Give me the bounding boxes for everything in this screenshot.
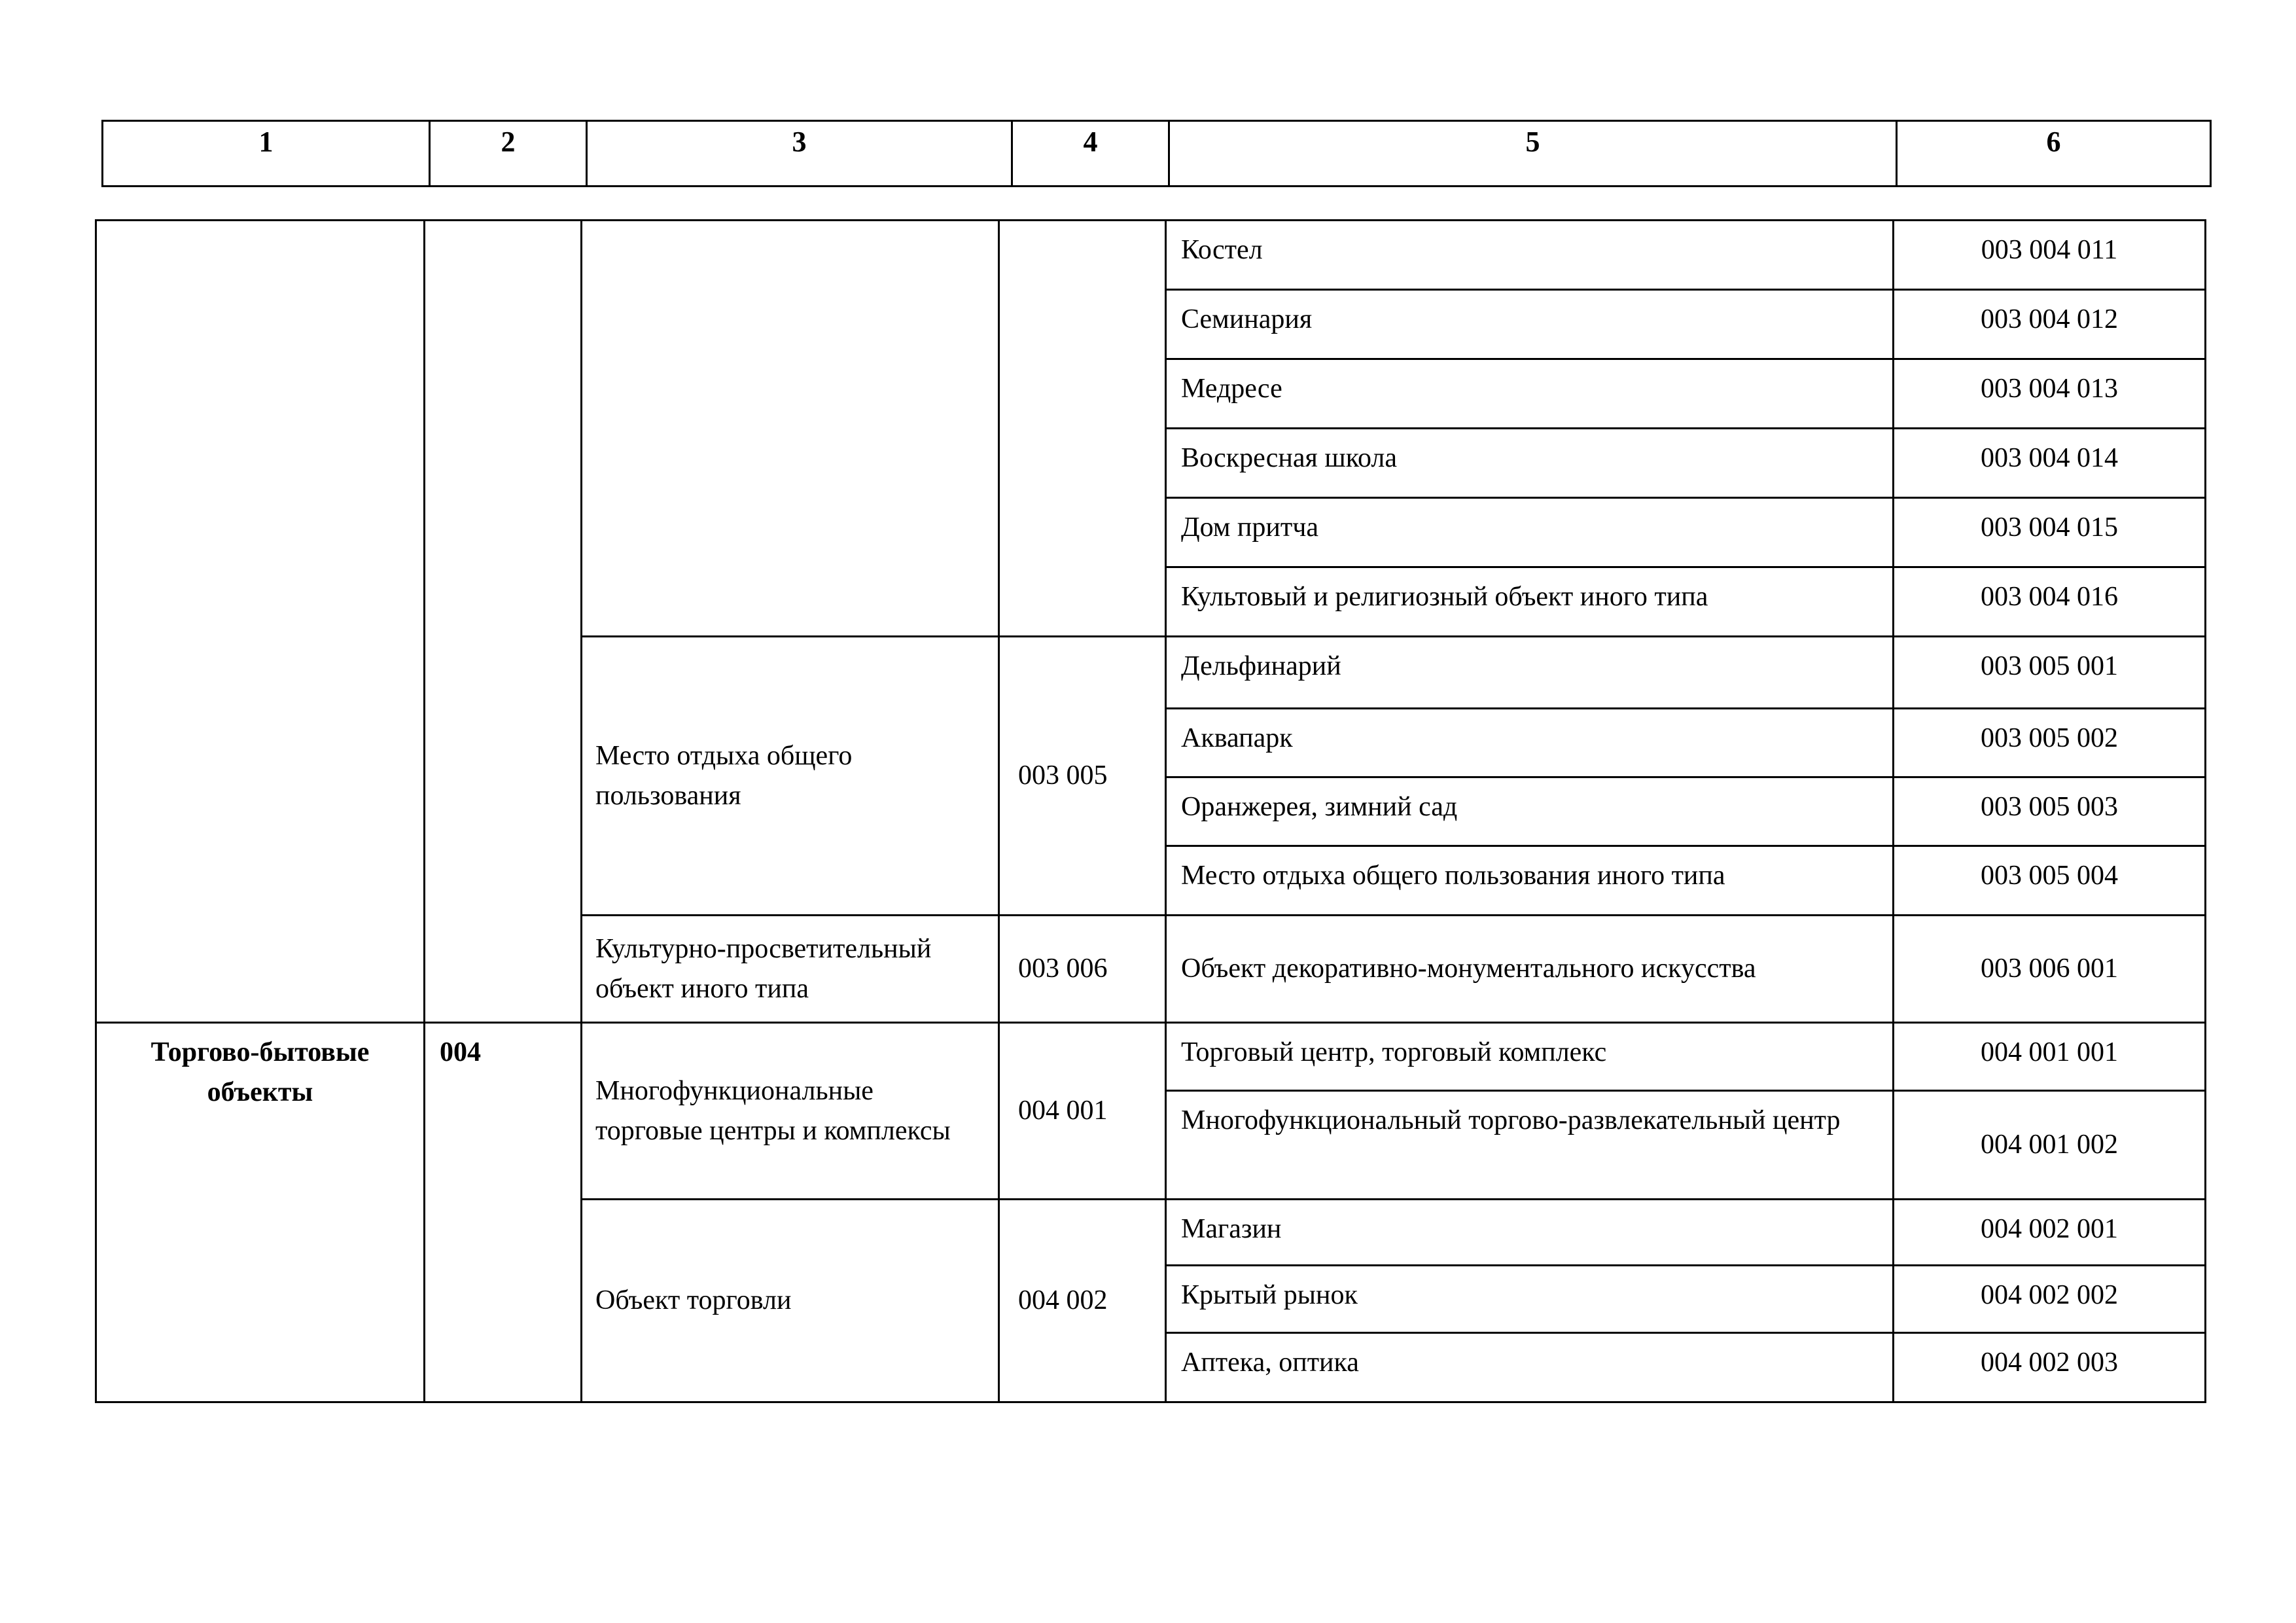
object-name: Магазин xyxy=(1166,1200,1894,1266)
subgroup-cell-empty xyxy=(582,221,999,637)
object-code: 003 004 016 xyxy=(1894,567,2206,637)
subgroup-name: Объект торговли xyxy=(582,1200,999,1402)
object-name: Медресе xyxy=(1166,359,1894,429)
category-cell-empty xyxy=(96,221,425,1023)
category-code: 004 xyxy=(425,1023,582,1402)
object-code: 003 004 013 xyxy=(1894,359,2206,429)
object-name: Воскресная школа xyxy=(1166,429,1894,498)
subgroup-code: 003 005 xyxy=(999,637,1166,916)
header-col-3: 3 xyxy=(587,121,1012,187)
object-code: 004 001 001 xyxy=(1894,1023,2206,1091)
category-code-cell-empty xyxy=(425,221,582,1023)
object-code: 003 006 001 xyxy=(1894,916,2206,1023)
object-name: Крытый рынок xyxy=(1166,1266,1894,1333)
object-name: Многофункциональный торгово-развлекательный центр xyxy=(1166,1091,1894,1200)
object-code: 004 002 001 xyxy=(1894,1200,2206,1266)
object-name: Оранжерея, зимний сад xyxy=(1166,777,1894,846)
table-row xyxy=(96,221,2206,290)
object-code: 003 004 014 xyxy=(1894,429,2206,498)
header-row xyxy=(103,121,2211,187)
subgroup-name: Многофункциональные торговые центры и комплексы xyxy=(582,1023,999,1200)
column-number-header xyxy=(101,120,2212,187)
subgroup-name: Место отдыха общего пользования xyxy=(582,637,999,916)
subgroup-code: 004 001 xyxy=(999,1023,1166,1200)
object-code: 004 002 002 xyxy=(1894,1266,2206,1333)
header-col-1: 1 xyxy=(103,121,430,187)
subgroup-code: 004 002 xyxy=(999,1200,1166,1402)
object-name: Аптека, оптика xyxy=(1166,1333,1894,1402)
object-name: Дом притча xyxy=(1166,498,1894,567)
subgroup-code: 003 006 xyxy=(999,916,1166,1023)
object-code: 003 004 015 xyxy=(1894,498,2206,567)
object-code: 003 005 001 xyxy=(1894,637,2206,709)
object-code: 003 004 011 xyxy=(1894,221,2206,290)
object-code: 003 004 012 xyxy=(1894,290,2206,359)
object-name: Семинария xyxy=(1166,290,1894,359)
object-code: 004 002 003 xyxy=(1894,1333,2206,1402)
object-name: Аквапарк xyxy=(1166,709,1894,777)
object-name: Объект декоративно-монументального искусства xyxy=(1166,916,1894,1023)
object-name: Костел xyxy=(1166,221,1894,290)
header-col-6: 6 xyxy=(1897,121,2211,187)
header-col-5: 5 xyxy=(1169,121,1897,187)
table-row xyxy=(96,1023,2206,1091)
object-name: Дельфинарий xyxy=(1166,637,1894,709)
subgroup-name: Культурно-просветительный объект иного типа xyxy=(582,916,999,1023)
object-code: 004 001 002 xyxy=(1894,1091,2206,1200)
object-name: Культовый и религиозный объект иного типа xyxy=(1166,567,1894,637)
object-name: Торговый центр, торговый комплекс xyxy=(1166,1023,1894,1091)
object-code: 003 005 002 xyxy=(1894,709,2206,777)
header-col-2: 2 xyxy=(430,121,587,187)
object-code: 003 005 003 xyxy=(1894,777,2206,846)
classifier-table xyxy=(95,219,2206,1403)
object-code: 003 005 004 xyxy=(1894,846,2206,916)
category-name: Торгово-бытовые объекты xyxy=(96,1023,425,1402)
object-name: Место отдыха общего пользования иного типа xyxy=(1166,846,1894,916)
header-col-4: 4 xyxy=(1012,121,1169,187)
subgroup-code-cell-empty xyxy=(999,221,1166,637)
